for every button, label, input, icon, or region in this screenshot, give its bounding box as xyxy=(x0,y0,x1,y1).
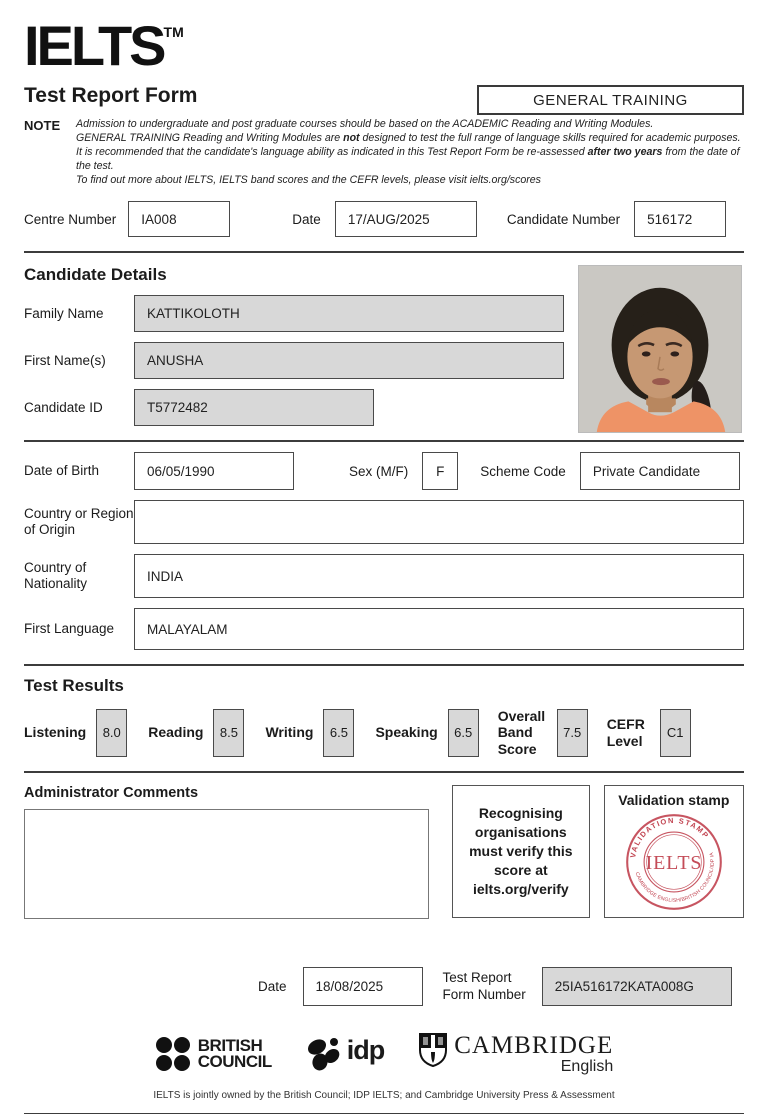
reading-score-box: 8.5 xyxy=(213,709,244,757)
page-title: Test Report Form xyxy=(24,84,198,107)
comments-section xyxy=(24,785,744,919)
origin-label: Country or Region of Origin xyxy=(24,505,134,538)
overall-band-score xyxy=(498,708,588,756)
reading-label: Reading xyxy=(148,724,204,741)
issue-date-label: Date xyxy=(258,978,287,994)
personal-details-section xyxy=(24,452,744,650)
listening-score xyxy=(24,709,127,757)
writing-score xyxy=(265,709,354,757)
cambridge-text: CAMBRIDGE English xyxy=(454,1031,614,1075)
candidate-details-section xyxy=(24,265,744,426)
ielts-logo-text: IELTS xyxy=(24,14,164,77)
note-label: NOTE xyxy=(24,118,61,133)
module-badge: GENERAL TRAINING xyxy=(477,85,744,115)
listening-label: Listening xyxy=(24,724,87,741)
svg-text:CAMBRIDGE ENGLISH/BRITISH COUN: CAMBRIDGE ENGLISH/BRITISH COUNCIL/IDP IA xyxy=(633,851,716,904)
sex-field: F xyxy=(422,452,458,490)
candidate-photo xyxy=(578,265,742,433)
idp-logo xyxy=(306,1035,385,1072)
cambridge-shield-icon xyxy=(418,1032,448,1068)
ielts-logo xyxy=(24,14,744,77)
overall-band-label: Overall Band Score xyxy=(497,708,546,757)
cefr-level-label: CEFR Level xyxy=(606,716,645,749)
reading-score xyxy=(148,709,244,757)
administrator-comments-heading: Administrator Comments xyxy=(24,784,199,801)
first-name-field: ANUSHA xyxy=(134,342,564,379)
note-line-1: Admission to undergraduate and post graduate courses should be based on the ACADEMIC Reading and Writing Modules. xyxy=(76,118,654,130)
first-language-label: First Language xyxy=(24,620,115,636)
section-divider xyxy=(24,771,744,773)
note-text xyxy=(76,117,744,187)
test-results-heading: Test Results xyxy=(24,676,124,696)
dob-label: Date of Birth xyxy=(24,462,100,478)
validation-stamp-box xyxy=(604,785,744,918)
british-council-logo xyxy=(155,1036,272,1072)
test-date-field: 17/AUG/2025 xyxy=(335,201,477,237)
dob-row xyxy=(24,452,744,490)
scheme-code-label: Scheme Code xyxy=(480,463,566,479)
note-line-3: It is recommended that the candidate's language ability as indicated in this Test Report Form be re-assessed after two years from the date of the test. xyxy=(76,146,740,173)
trademark-symbol: TM xyxy=(163,24,184,40)
issue-row xyxy=(258,967,744,1006)
british-council-dots-icon xyxy=(155,1036,191,1072)
validation-stamp-heading: Validation stamp xyxy=(618,791,730,808)
candidate-details-heading: Candidate Details xyxy=(24,265,167,285)
scheme-code-field: Private Candidate xyxy=(580,452,740,490)
speaking-score xyxy=(375,709,478,757)
origin-field xyxy=(134,500,744,544)
validation-stamp-icon xyxy=(622,810,726,914)
note-block xyxy=(24,117,744,187)
cefr-level xyxy=(607,709,691,757)
trf-number-field: 25IA516172KATA008G xyxy=(542,967,732,1006)
nationality-row xyxy=(24,554,744,598)
first-name-label: First Name(s) xyxy=(24,353,106,369)
cefr-level-box: C1 xyxy=(660,709,691,757)
candidate-number-label: Candidate Number xyxy=(506,211,621,227)
note-line-4: To find out more about IELTS, IELTS band scores and the CEFR levels, please visit ielts.org/scores xyxy=(76,174,541,187)
overall-band-score-box: 7.5 xyxy=(557,709,588,757)
section-divider xyxy=(24,664,744,666)
centre-number-field: IA008 xyxy=(128,201,230,237)
centre-number-label: Centre Number xyxy=(24,211,117,227)
centre-row xyxy=(24,201,744,237)
cambridge-logo xyxy=(418,1032,613,1076)
listening-score-box: 8.0 xyxy=(96,709,127,757)
candidate-number-field: 516172 xyxy=(634,201,726,237)
speaking-score-box: 6.5 xyxy=(448,709,479,757)
section-divider xyxy=(24,440,744,442)
test-results-section xyxy=(24,676,744,756)
trf-number-label: Test Report Form Number xyxy=(442,969,526,1003)
idp-petals-icon xyxy=(306,1037,342,1071)
scores-row xyxy=(24,708,744,756)
origin-row xyxy=(24,500,744,544)
candidate-id-label: Candidate ID xyxy=(24,400,103,416)
british-council-text: BRITISH COUNCIL xyxy=(197,1035,272,1071)
first-language-field: MALAYALAM xyxy=(134,608,744,650)
idp-text: idp xyxy=(346,1035,385,1066)
writing-score-box: 6.5 xyxy=(323,709,354,757)
administrator-comments-field xyxy=(24,809,429,919)
administrator-comments xyxy=(24,785,432,919)
dob-field: 06/05/1990 xyxy=(134,452,294,490)
first-language-row xyxy=(24,608,744,650)
family-name-label: Family Name xyxy=(24,306,104,322)
nationality-label: Country of Nationality xyxy=(24,559,88,592)
candidate-id-field: T5772482 xyxy=(134,389,374,426)
partner-logos xyxy=(24,1032,744,1076)
issue-date-field: 18/08/2025 xyxy=(303,967,423,1006)
speaking-label: Speaking xyxy=(375,724,438,741)
nationality-field: INDIA xyxy=(134,554,744,598)
stamp-center-text: IELTS xyxy=(645,851,703,874)
sex-label: Sex (M/F) xyxy=(349,463,409,479)
verify-notice: Recognising organisations must verify this score at ielts.org/verify xyxy=(452,785,590,918)
svg-text:VALIDATION STAMP: VALIDATION STAMP xyxy=(628,815,711,859)
candidate-photo-image xyxy=(579,266,741,432)
section-divider xyxy=(24,251,744,253)
ownership-statement: IELTS is jointly owned by the British Council; IDP IELTS; and Cambridge University Press & Assessment xyxy=(153,1089,615,1101)
writing-label: Writing xyxy=(265,724,314,741)
note-line-2: GENERAL TRAINING Reading and Writing Modules are not designed to test the full range of language skills required for academic purposes. xyxy=(76,132,741,145)
test-date-label: Date xyxy=(292,211,321,227)
family-name-field: KATTIKOLOTH xyxy=(134,295,564,332)
